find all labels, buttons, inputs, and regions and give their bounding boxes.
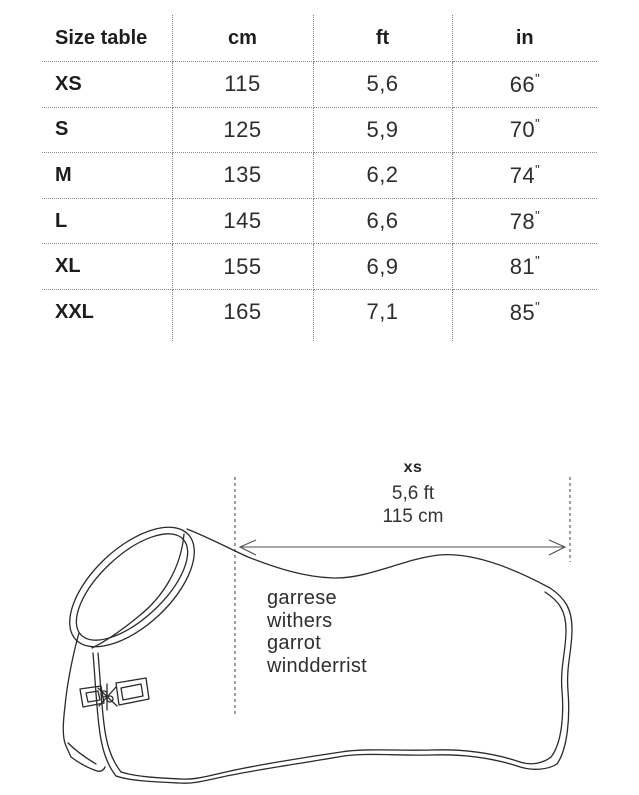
in-number: 70 [509, 117, 536, 143]
cm-value: 125 [172, 107, 313, 153]
withers-label-fr: garrot [267, 632, 322, 654]
in-number: 85 [509, 299, 536, 325]
column-header-ft: ft [313, 15, 452, 62]
inch-mark: " [535, 161, 540, 177]
ft-value: 6,2 [313, 153, 452, 199]
ft-value: 6,6 [313, 198, 452, 244]
column-header-cm: cm [172, 15, 313, 62]
rear-edge-binding [545, 592, 566, 757]
inch-mark: " [535, 298, 540, 314]
measure-ft-label: 5,6 ft [391, 483, 435, 504]
in-number: 66 [509, 71, 536, 97]
size-cell: XL [42, 244, 172, 290]
right-strap-inner [121, 684, 143, 700]
inch-mark: " [535, 253, 540, 269]
size-cell: XXL [42, 289, 172, 340]
ft-value: 5,6 [313, 62, 452, 108]
cm-value: 115 [172, 62, 313, 108]
ft-value: 7,1 [313, 289, 452, 340]
column-header-size-table: Size table [42, 15, 172, 62]
measurement-label [288, 457, 538, 528]
size-cell: XS [42, 62, 172, 108]
chest-flap-inner-line [68, 743, 96, 764]
withers-label-block [267, 587, 367, 677]
left-strap-inner [86, 691, 100, 702]
cm-value: 135 [172, 153, 313, 199]
inch-mark: " [535, 116, 540, 132]
rear-edge-outline [550, 588, 572, 764]
size-cell: M [42, 153, 172, 199]
withers-label-it: garrese [267, 587, 337, 609]
chest-flap-outline [63, 633, 79, 757]
column-header-in: in [452, 15, 597, 62]
inch-mark: " [535, 207, 540, 223]
withers-label-en: withers [267, 609, 333, 632]
withers-label-de: windderrist [267, 654, 367, 677]
ft-value: 5,9 [313, 107, 452, 153]
measure-cm-label: 115 cm [382, 506, 444, 527]
in-number: 81 [509, 254, 536, 280]
inch-mark: " [535, 70, 540, 86]
bottom-edge-binding [121, 750, 551, 779]
neck-binding-line [92, 534, 184, 648]
size-cell: L [42, 198, 172, 244]
cm-value: 155 [172, 244, 313, 290]
in-number: 78 [509, 208, 536, 234]
in-number: 74 [509, 162, 536, 188]
size-cell: S [42, 107, 172, 153]
front-edge-line-inner [98, 653, 121, 772]
cm-value: 145 [172, 198, 313, 244]
back-top-outline [187, 529, 550, 588]
measure-size-label: xs [403, 459, 423, 476]
ft-value: 6,9 [313, 244, 452, 290]
cm-value: 165 [172, 289, 313, 340]
